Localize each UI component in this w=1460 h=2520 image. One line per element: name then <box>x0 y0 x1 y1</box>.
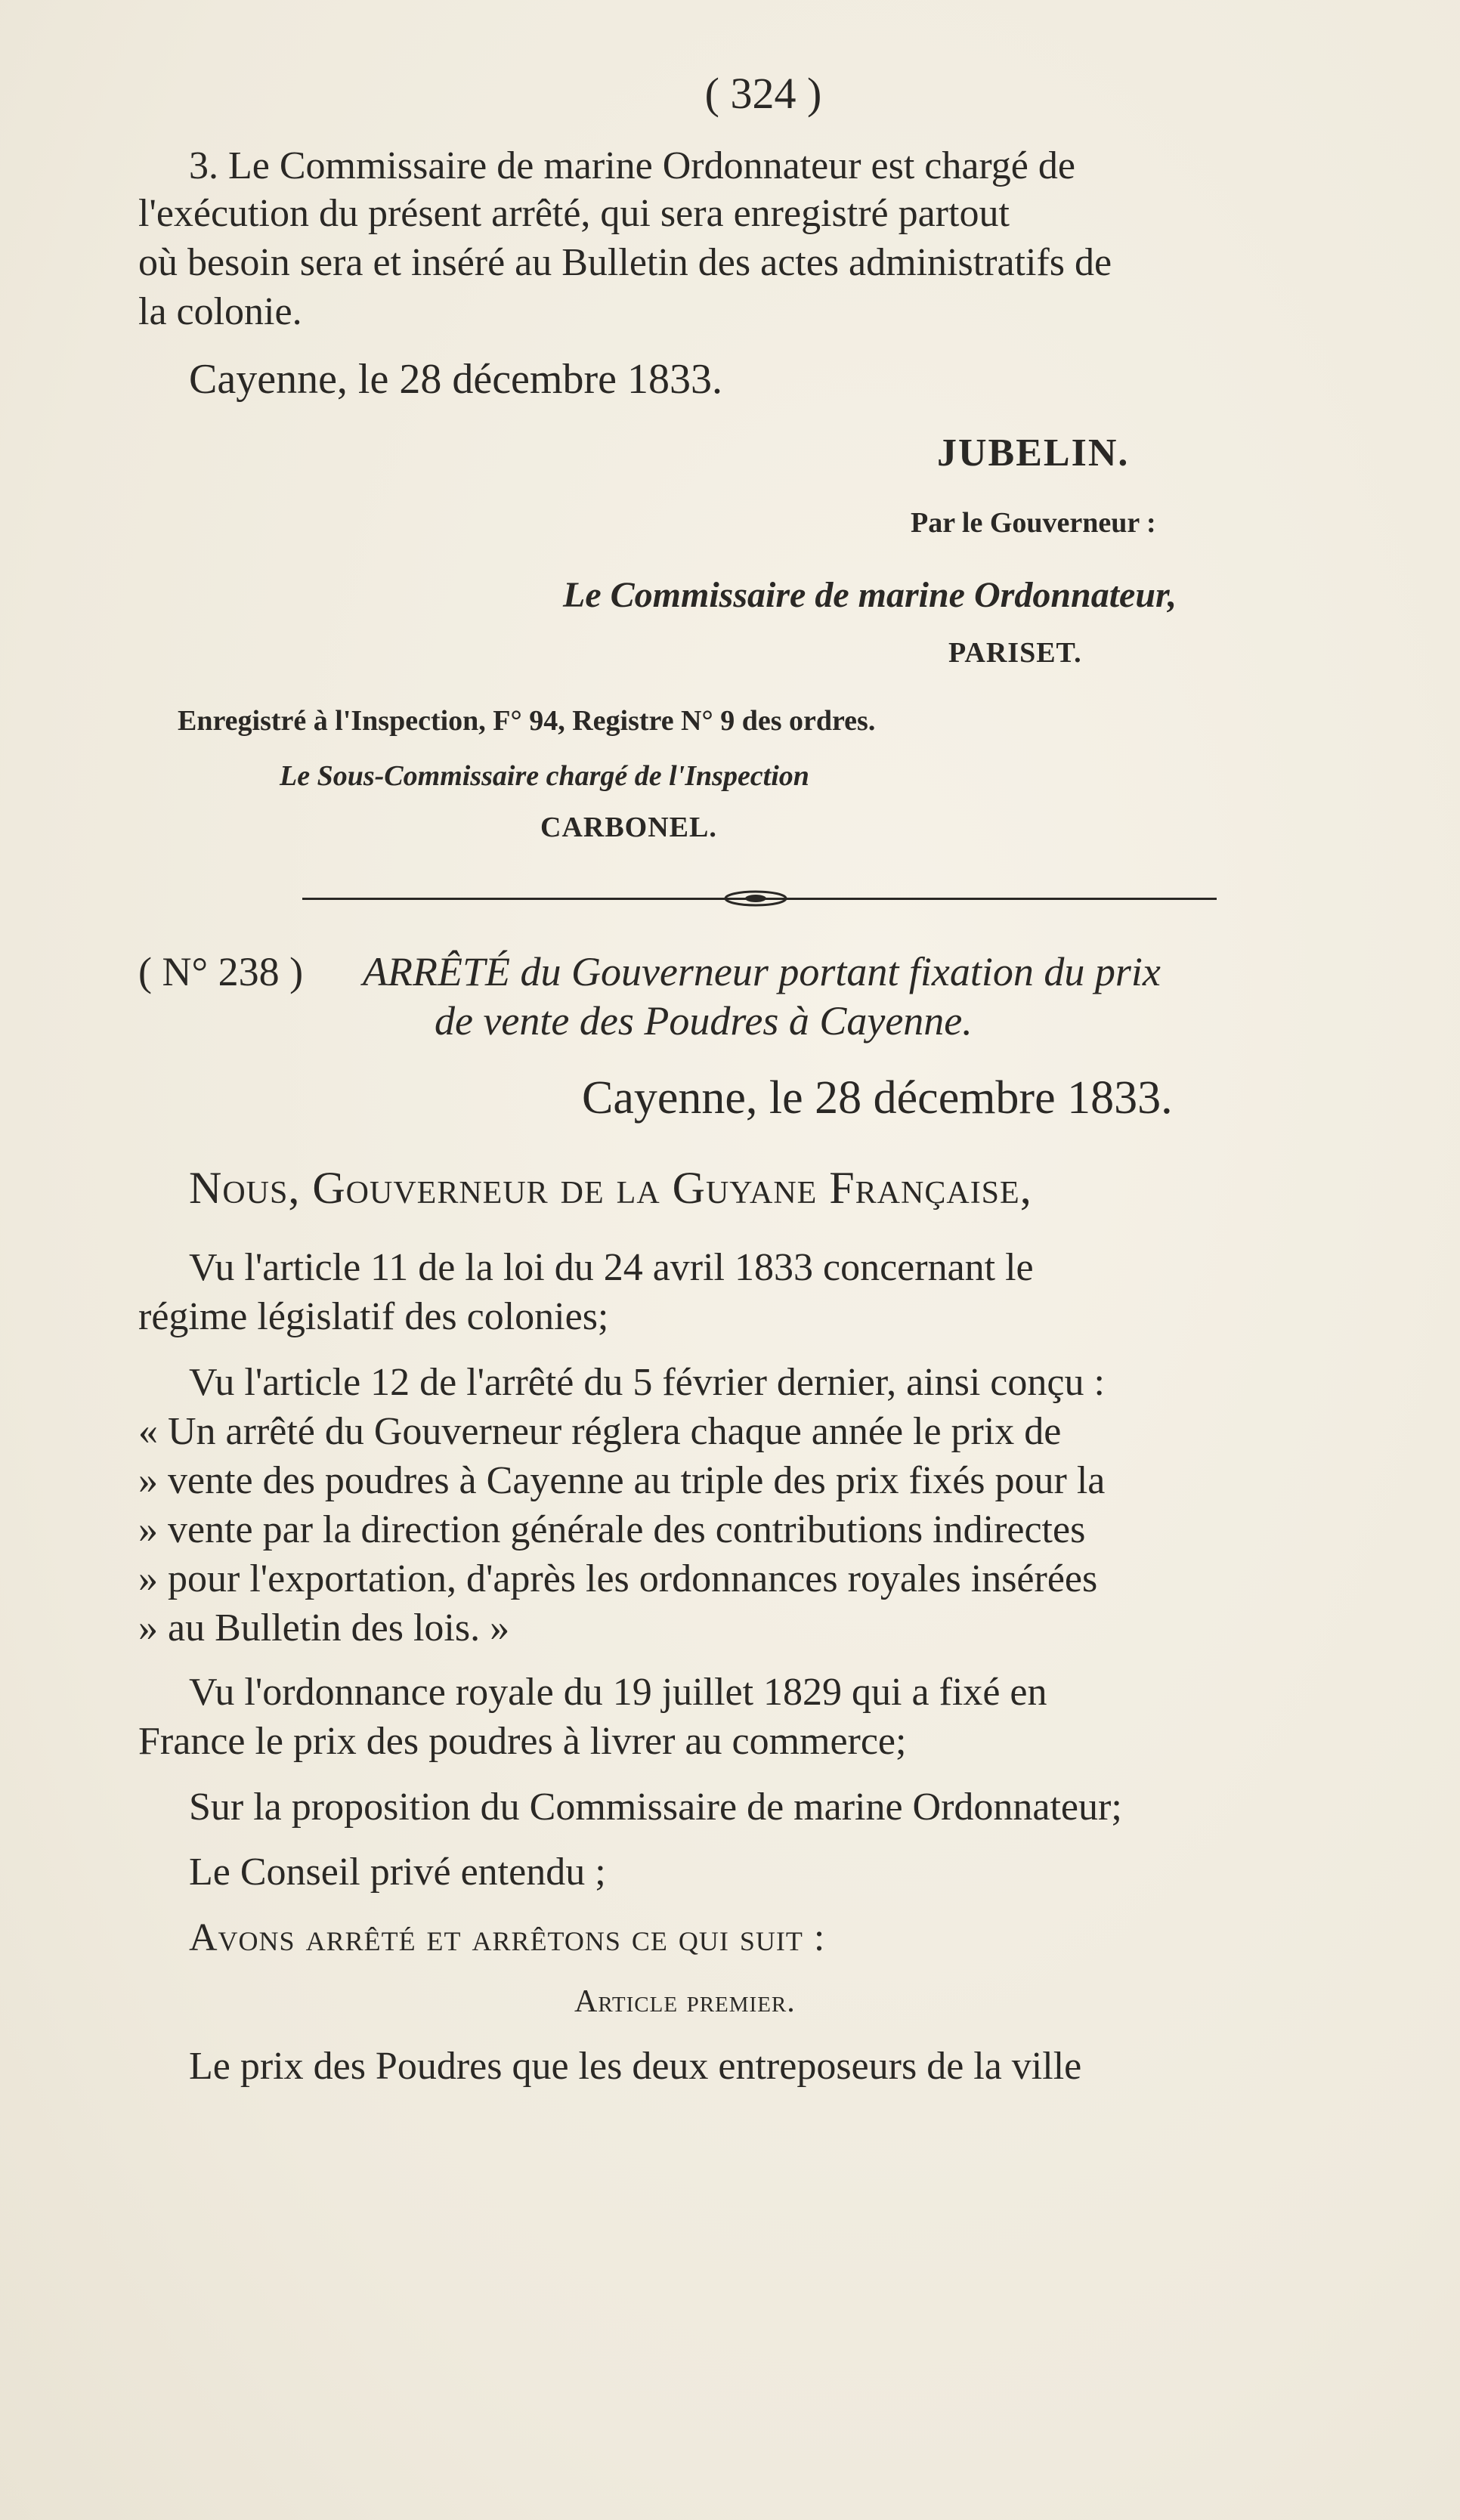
vu2-line-6: » au Bulletin des lois. » <box>138 1606 510 1650</box>
arrete-title-line-2: de vente des Poudres à Cayenne. <box>435 998 973 1044</box>
article-text-line-1: Le prix des Poudres que les deux entreposeurs de la ville <box>189 2045 1082 2088</box>
vu2-line-3: » vente des poudres à Cayenne au triple des prix fixés pour la <box>138 1459 1106 1502</box>
arrete-number: ( N° 238 ) <box>138 949 304 994</box>
date-line-1: Cayenne, le 28 décembre 1833. <box>189 356 722 403</box>
vu1-line-2: régime législatif des colonies; <box>138 1295 609 1338</box>
para3-line-1: 3. Le Commissaire de marine Ordonnateur est chargé de <box>189 144 1075 187</box>
vu2-line-1: Vu l'article 12 de l'arrêté du 5 février dernier, ainsi conçu : <box>189 1361 1105 1404</box>
signature-jubelin: JUBELIN. <box>937 431 1130 475</box>
signature-pariset: PARISET. <box>948 637 1082 669</box>
avons-arrete: Avons arrêté et arrêtons ce qui suit : <box>189 1916 826 1959</box>
para3-line-4: la colonie. <box>138 290 302 333</box>
para3-line-3: où besoin sera et inséré au Bulletin des actes administratifs de <box>138 241 1112 284</box>
date-line-2: Cayenne, le 28 décembre 1833. <box>582 1072 1173 1124</box>
par-le-gouverneur: Par le Gouverneur : <box>911 507 1156 539</box>
ornament-icon <box>722 889 790 908</box>
vu1-line-1: Vu l'article 11 de la loi du 24 avril 1833 concernant le <box>189 1246 1034 1289</box>
para3-line-2: l'exécution du présent arrêté, qui sera enregistré partout <box>138 192 1010 235</box>
sous-commissaire-line: Le Sous-Commissaire chargé de l'Inspection <box>280 760 809 792</box>
page-number: ( 324 ) <box>704 69 822 118</box>
arrete-title-line-1: ARRÊTÉ du Gouverneur portant fixation du prix <box>363 949 1161 994</box>
vu2-line-2: « Un arrêté du Gouverneur réglera chaque année le prix de <box>138 1410 1062 1453</box>
article-premier: Article premier. <box>574 1984 796 2019</box>
commissaire-title: Le Commissaire de marine Ordonnateur, <box>563 575 1177 615</box>
nous-gouverneur: Nous, Gouverneur de la Guyane Française, <box>189 1163 1032 1213</box>
vu3-line-1: Vu l'ordonnance royale du 19 juillet 1829 qui a fixé en <box>189 1671 1047 1714</box>
enregistre-line: Enregistré à l'Inspection, F° 94, Registre N° 9 des ordres. <box>178 705 876 737</box>
vu3-line-2: France le prix des poudres à livrer au commerce; <box>138 1720 907 1763</box>
conseil-prive: Le Conseil privé entendu ; <box>189 1851 606 1894</box>
signature-carbonel: CARBONEL. <box>540 812 717 843</box>
vu2-line-4: » vente par la direction générale des contributions indirectes <box>138 1508 1086 1551</box>
vu2-line-5: » pour l'exportation, d'après les ordonnances royales insérées <box>138 1557 1098 1600</box>
sur-proposition: Sur la proposition du Commissaire de marine Ordonnateur; <box>189 1786 1122 1829</box>
